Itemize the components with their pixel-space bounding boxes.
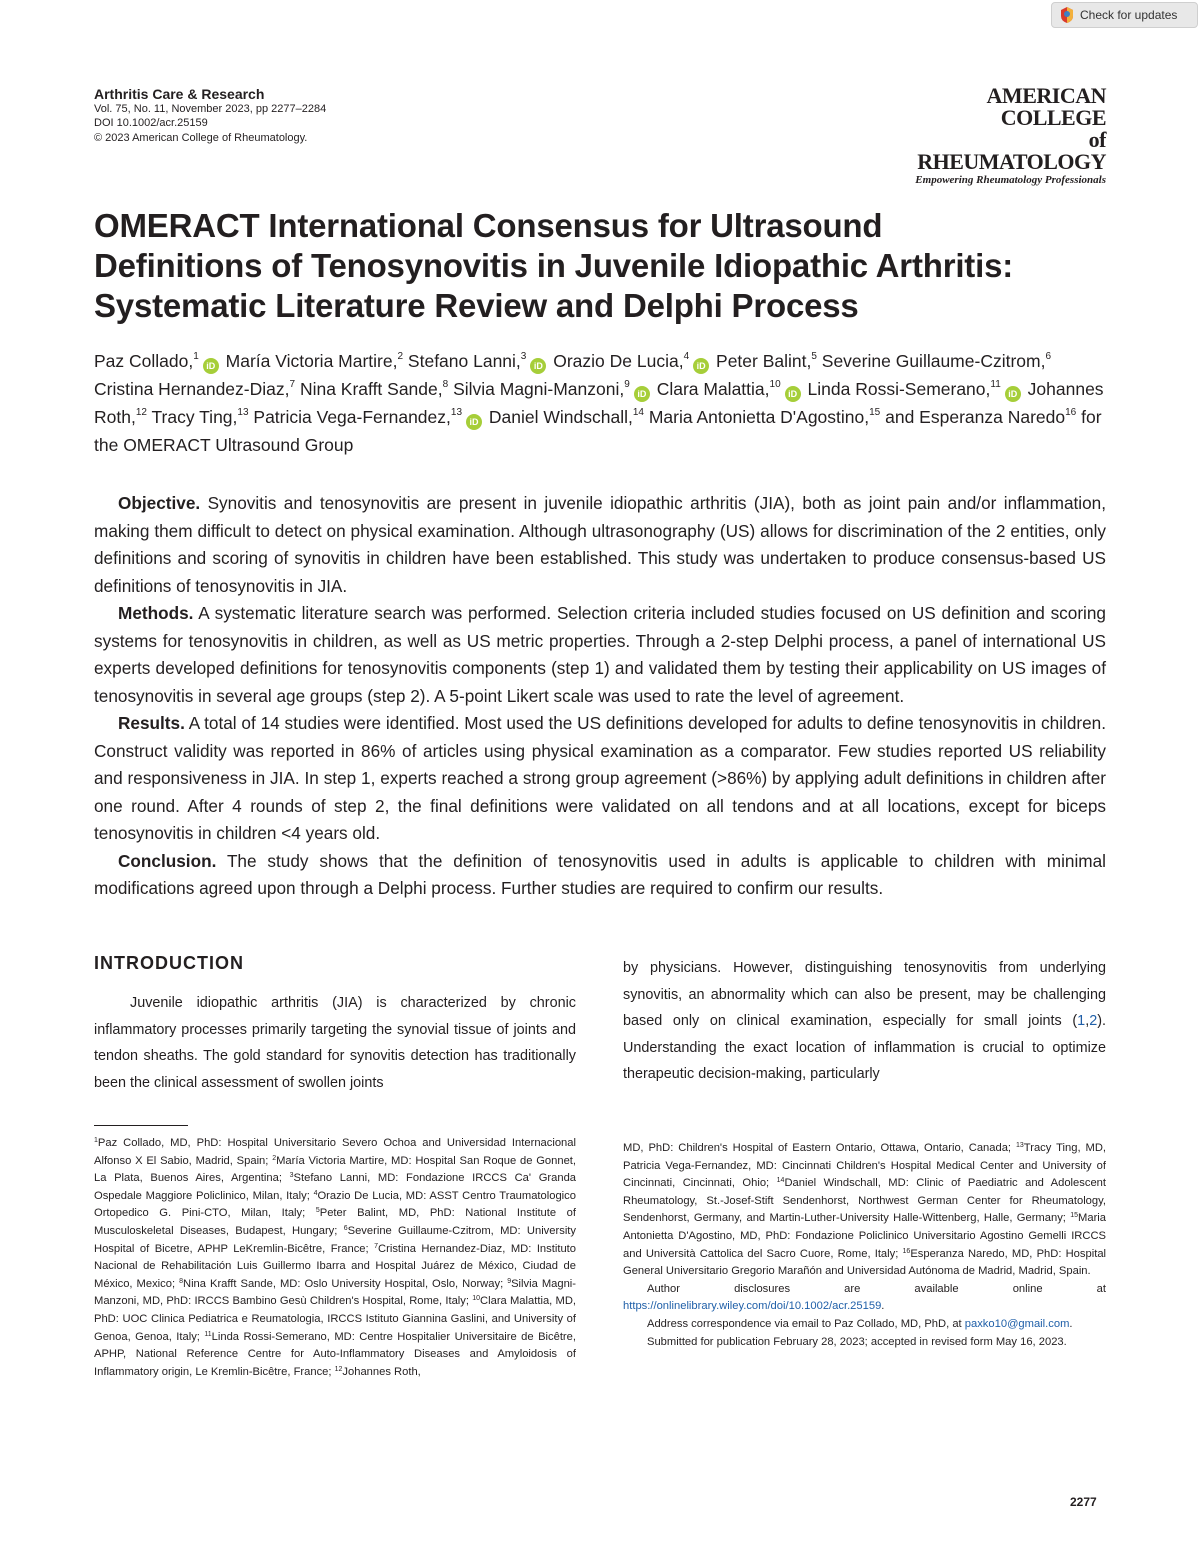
author-entry [808,379,1023,399]
abstract-conclusion [94,848,1106,903]
abstract-results [94,710,1106,848]
logo-line-1: AMERICAN COLLEGE [986,83,1106,130]
footnote-number: 3 [289,1172,294,1180]
title-line-2: Definitions of Tenosynovitis in Juvenile Idiopathic Arthritis: [94,247,1014,284]
author-affiliation-number: 3 [520,351,527,362]
footnote-text: Clara Malattia, MD, PhD: UOC Clinica Pediatrica e Reumatologia, IRCCS Istituto Giannina Gaslini, and University of Genoa, Genoa, Italy; [94,1295,577,1343]
orcid-icon[interactable]: iD [466,414,482,430]
logo-tagline: Empowering Rheumatology Professionals [915,174,1106,186]
footnote-text: Cristina Hernandez-Diaz, MD: Instituto Nacional de Rehabilitación Luis Guillermo Ibarra and Hospital Juárez de México, Ciudad de México, Mexico; [94,1242,577,1290]
footnote-number: 9 [507,1277,512,1285]
author-affiliation-number: 5 [811,351,817,362]
author-entry [94,351,221,371]
footnote-number: 11 [204,1330,212,1338]
intro-paragraph-continued [623,955,1106,1088]
reference-link-1[interactable]: 1 [1077,1013,1086,1030]
conclusion-label: Conclusion. [118,850,217,871]
author-entry [885,407,1076,427]
author-name: Peter Balint, [716,351,812,371]
author-affiliation-number: 4 [683,351,690,362]
footnote-number: 15 [1070,1212,1079,1220]
author-affiliation-number: 11 [990,379,1001,390]
author-name: Nina Krafft Sande, [299,379,443,399]
author-list [94,347,1114,459]
journal-name: Arthritis Care & Research [94,86,265,102]
author-affiliation-number: 13 [450,407,463,418]
intro-text-a: by physicians. However, distinguishing tenosynovitis from underlying synovitis, an abnormality which can also be present, may be challenging based only on clinical examination, especially for small joints ( [623,960,1106,1030]
intro-paragraph-1: Juvenile idiopathic arthritis (JIA) is characterized by chronic inflammatory processes primarily targeting the synovial tissue of joints and tendon sheaths. The gold standard for synovitis detection has traditionally been the clinical assessment of swollen joints [94,995,576,1091]
results-label: Results. [118,713,185,733]
author-affiliation-number: 7 [289,379,296,390]
check-for-updates-label: Check for updates [1080,8,1178,22]
author-affiliation-number: 10 [769,379,781,390]
author-affiliation-number: 13 [237,407,249,418]
footnote-number: 5 [315,1207,320,1215]
footnote-text: Orazio De Lucia, MD: ASST Centro Traumatologico Ortopedico G. Pini-CTO, Milan, Italy; [94,1189,576,1220]
footnote-number: 12 [334,1365,343,1373]
objective-text: Synovitis and tenosynovitis are present in juvenile idiopathic arthritis (JIA), both as joint pain and/or inflammation, making them difficult to detect on physical examination. Although ultrasonography (US) allows for discrimination of the 2 entities, only definitions and scoring of synovitis in children have been established. This study was undertaken to produce consensus-based US definitions of tenosynovitis in JIA. [94,493,1106,596]
submission-note: Submitted for publication February 28, 2023; accepted in revised form May 16, 2023. [647,1335,1067,1348]
author-affiliation-number: 15 [869,407,881,418]
objective-label: Objective. [118,493,201,513]
footnote-number: 13 [1016,1142,1024,1149]
footnote-text: Stefano Lanni, MD: Fondazione IRCCS Ca' Granda Ospedale Maggiore Policlinico, Milan, Italy; [94,1172,577,1202]
author-name: Linda Rossi-Semerano, [807,379,991,399]
author-entry [822,351,1051,371]
journal-volume: Vol. 75, No. 11, November 2023, pp 2277–2284 [94,102,327,115]
orcid-icon[interactable]: iD [530,358,546,374]
orcid-icon[interactable]: iD [1005,386,1021,402]
abstract-methods [94,600,1106,710]
footnote-number: 8 [179,1277,183,1285]
author-name: Cristina Hernandez-Diaz, [94,379,290,399]
conclusion-text: The study shows that the definition of tenosynovitis used in adults is applicable to children with minimal modifications agreed upon through a Delphi process. Further studies are required to confirm our results. [94,850,1107,898]
author-entry [657,379,803,399]
author-name: Maria Antonietta D'Agostino, [648,407,870,427]
footnote-text: Severine Guillaume-Czitrom, MD: University Hospital of Bicetre, APHP LeKremlin-Bicêtre, France; [94,1224,577,1255]
orcid-icon[interactable]: iD [785,386,801,402]
affiliations-right [623,1140,1106,1281]
author-group: for the OMERACT Ultrasound Group [94,407,1102,455]
author-entry [453,379,652,399]
affiliations-left [94,1135,576,1381]
footnote-text: Tracy Ting, MD, Patricia Vega-Fernandez, MD: Cincinnati Children's Hospital Medical Center and University of Cincinnati, Cincinnati, Ohio; [623,1142,1107,1190]
footnote-text: Daniel Windschall, MD: Clinic of Paediatric and Adolescent Rheumatology, St.-Josef-Stift Sendenhorst, Northwest German Center for Rheumatology, Sendenhorst, Germany, and Martin-Luther-University Halle-Wittenberg, Halle, Germany; [623,1177,1106,1225]
author-entry [94,379,295,399]
author-affiliation-number: 9 [624,379,630,390]
author-affiliation-number: 14 [632,407,644,418]
author-name: Johannes Roth, [94,379,1104,427]
author-entry [226,351,403,371]
footnote-text: María Victoria Martire, MD: Hospital San Roque de Gonnet, La Plata, Buenos Aires, Argentina; [94,1154,577,1185]
section-heading-introduction: INTRODUCTION [94,953,244,973]
footnote-number: 2 [272,1154,277,1162]
abstract [94,490,1106,903]
author-entry [553,351,711,371]
author-name: and Esperanza Naredo [885,407,1066,427]
footnote-text: Nina Krafft Sande, MD: Oslo University Hospital, Oslo, Norway; [182,1277,504,1290]
disclosure-end: . [881,1300,885,1313]
title-line-3: Systematic Literature Review and Delphi Process [94,287,859,324]
footnote-text: Peter Balint, MD, PhD: National Institute of Musculoskeletal Diseases, Budapest, Hungary; [94,1207,577,1237]
footnotes-right [623,1140,1106,1351]
correspondence-note [623,1316,1106,1334]
author-name: María Victoria Martire, [225,351,398,371]
intro-text-b: ). Understanding the exact location of inflammation is crucial to optimize therapeutic decision-making, particularly [623,1013,1106,1083]
author-entry [649,407,880,427]
author-name: Tracy Ting, [151,407,238,427]
author-name: Clara Malattia, [656,379,770,399]
author-name: Daniel Windschall, [488,407,633,427]
author-entry [489,407,644,427]
author-name: Stefano Lanni, [407,351,521,371]
disclosure-note [623,1281,1106,1316]
reference-link-2[interactable]: 2 [1089,1013,1098,1030]
orcid-icon[interactable]: iD [203,358,219,374]
footnote-number: 14 [776,1177,785,1185]
footnote-number: 1 [94,1137,98,1144]
intro-right-column [623,955,1106,1088]
footnote-number: 4 [313,1189,318,1197]
page-number: 2277 [1070,1495,1097,1509]
orcid-icon[interactable]: iD [634,386,650,402]
author-name: Silvia Magni-Manzoni, [453,379,625,399]
author-entry [300,379,448,399]
crossmark-icon [1060,7,1074,23]
logo-line-2: of RHEUMATOLOGY [917,127,1106,174]
footnote-text: Paz Collado, MD, PhD: Hospital Universitario Severo Ochoa and Universidad Internacional Alfonso X El Sabio, Madrid, Spain; [94,1137,576,1167]
journal-doi: DOI 10.1002/acr.25159 [94,117,208,129]
ref-separator: , [1085,1013,1090,1030]
author-affiliation-number: 12 [135,407,147,418]
author-entry [716,351,817,371]
footnote-text: Johannes Roth, [342,1365,421,1378]
author-affiliation-number: 1 [193,351,199,362]
affiliation-footnote [179,1278,503,1290]
author-entry [253,407,484,427]
methods-label: Methods. [118,603,194,623]
author-affiliation-number: 16 [1065,407,1077,418]
author-affiliation-number: 8 [442,379,449,390]
author-entry [152,407,249,427]
journal-header [94,87,326,145]
author-name: Paz Collado, [94,351,194,371]
affiliation-continued: MD, PhD: Children's Hospital of Eastern Ontario, Ottawa, Ontario, Canada; [623,1142,1012,1154]
footnote-text: Linda Rossi-Semerano, MD: Centre Hospitalier Universitaire de Bicêtre, APHP, National Reference Centre for Auto-Inflammatory Diseases and Amyloidosis of Inflammatory origin, Le Kremlin-Bicêtre, France; [94,1330,576,1378]
author-entry [408,351,548,371]
article-title [94,206,1114,326]
author-name: Orazio De Lucia, [553,351,684,371]
disclosure-link[interactable]: https://onlinelibrary.wiley.com/doi/10.1002/acr.25159 [623,1300,882,1313]
footnotes-left [94,1135,576,1381]
footnote-number: 7 [374,1242,379,1250]
affiliation-footnote [335,1366,421,1378]
author-name: Patricia Vega-Fernandez, [253,407,451,427]
title-line-1: OMERACT International Consensus for Ultrasound [94,207,883,244]
footnote-text: Maria Antonietta D'Agostino, MD, PhD: Fondazione Policlinico Universitario Agostino Gemelli IRCCS and Università Cattolica del Sacro Cuore, Rome, Italy; [623,1212,1107,1260]
disclosure-text: Author disclosures are available online at [647,1282,1106,1295]
orcid-icon[interactable]: iD [693,358,709,374]
footnote-text: Silvia Magni-Manzoni, MD, PhD: IRCCS Bambino Gesù Children's Hospital, Rome, Italy; [94,1277,577,1308]
footnote-number: 6 [343,1224,348,1232]
footnote-number: 10 [472,1295,481,1303]
methods-text: A systematic literature search was performed. Selection criteria included studies focused on US definition and scoring systems for tenosynovitis in children, as well as US metric properties. Through a 2-step Delphi process, a panel of international US experts developed definitions for tenosynovitis components (step 1) and validated them by testing their applicability on US images of tenosynovitis in several age groups (step 2). A 5-point Likert scale was used to rate the level of agreement. [94,603,1106,706]
abstract-objective [94,490,1106,600]
journal-copyright: © 2023 American College of Rheumatology. [94,131,308,144]
check-for-updates-button[interactable] [1051,2,1198,28]
correspondence-text: Address correspondence via email to Paz Collado, MD, PhD, at [647,1317,962,1330]
footnote-divider [94,1125,188,1126]
acr-logo [900,85,1106,187]
footnote-text: Esperanza Naredo, MD, PhD: Hospital General Universitario Gregorio Marañón and Universidad Autónoma de Madrid, Madrid, Spain. [623,1247,1107,1278]
author-name: Severine Guillaume-Czitrom, [821,351,1046,371]
correspondence-email-link[interactable]: paxko10@gmail.com [964,1317,1070,1330]
author-affiliation-number: 2 [397,351,404,362]
correspondence-end: . [1069,1317,1073,1330]
author-affiliation-number: 6 [1045,351,1052,362]
results-text: A total of 14 studies were identified. Most used the US definitions developed for adults to define tenosynovitis in children. Construct validity was reported in 86% of articles using physical examination as a comparator. Few studies reported US reliability and responsiveness in JIA. In step 1, experts reached a strong group agreement (>86%) by applying adult definitions in children after one round. After 4 rounds of step 2, the final definitions were validated on all tendons and at all locations, except for biceps tenosynovitis in children <4 years old. [94,713,1107,843]
footnote-number: 16 [902,1247,911,1255]
intro-left-column [94,990,576,1096]
